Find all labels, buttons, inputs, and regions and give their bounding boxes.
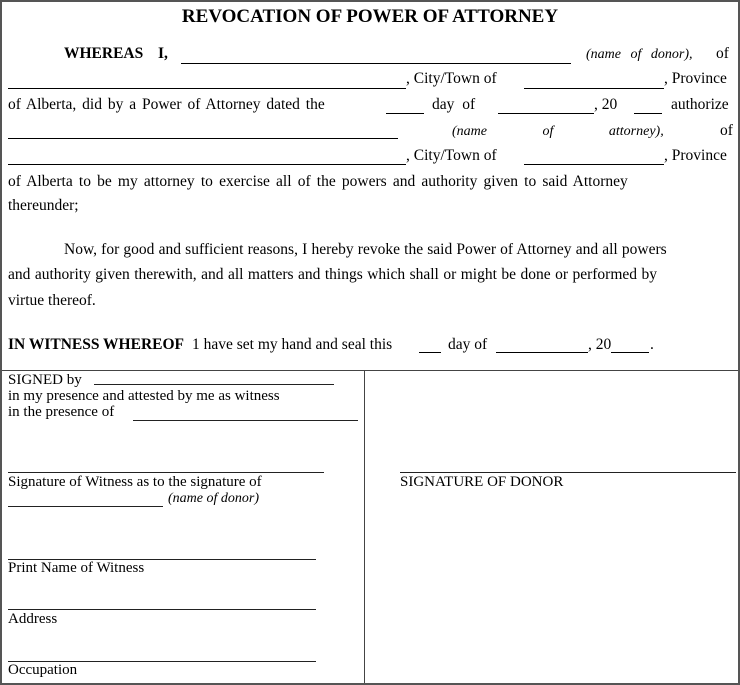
witness-signature-line[interactable] bbox=[8, 472, 324, 473]
authorize-label: authorize bbox=[671, 96, 729, 113]
witness-month-line[interactable] bbox=[496, 352, 588, 353]
signed-by-line[interactable] bbox=[94, 384, 334, 385]
witness-day-line[interactable] bbox=[419, 352, 441, 353]
i-label: I, bbox=[158, 45, 168, 62]
province-label: , Province bbox=[664, 70, 727, 87]
of-label-2: of bbox=[720, 122, 733, 139]
whereas-label: WHEREAS bbox=[64, 45, 144, 62]
donor-signature-line[interactable] bbox=[400, 472, 736, 473]
in-presence-of-line[interactable] bbox=[133, 420, 358, 421]
in-presence-of-label: in the presence of bbox=[8, 404, 115, 420]
poa-day-line[interactable] bbox=[386, 113, 424, 114]
donor-name-witness-line[interactable] bbox=[8, 506, 163, 507]
name-of-donor-small-label: (name of donor) bbox=[168, 491, 259, 506]
attorney-powers-text: of Alberta to be my attorney to exercise all of the powers and authority given to said Attorney bbox=[8, 173, 628, 190]
donor-address-line[interactable] bbox=[8, 88, 406, 89]
presence-attested-text: in my presence and attested by me as witness bbox=[8, 388, 280, 404]
signature-of-witness-label: Signature of Witness as to the signature of bbox=[8, 474, 262, 490]
witness-year-line[interactable] bbox=[611, 352, 649, 353]
name-of-attorney-text: (name of attorney), bbox=[452, 124, 664, 139]
poa-month-line[interactable] bbox=[498, 113, 594, 114]
attorney-address-line[interactable] bbox=[8, 164, 406, 165]
witness-text: 1 have set my hand and seal this bbox=[192, 336, 393, 353]
witness-year-prefix: , 20 bbox=[588, 336, 612, 353]
table-divider bbox=[364, 370, 365, 683]
province-label-2: , Province bbox=[664, 147, 727, 164]
in-witness-whereof-label: IN WITNESS WHEREOF bbox=[8, 336, 185, 353]
table-top-border bbox=[2, 370, 738, 371]
of-label: of bbox=[716, 45, 729, 62]
donor-city-line[interactable] bbox=[524, 88, 664, 89]
document-title: REVOCATION OF POWER OF ATTORNEY bbox=[181, 6, 559, 27]
attorney-city-line[interactable] bbox=[524, 164, 664, 165]
witness-period: . bbox=[650, 336, 654, 353]
thereunder-text: thereunder; bbox=[8, 197, 79, 214]
name-of-donor-label: (name of donor), bbox=[586, 47, 693, 62]
poa-year-line[interactable] bbox=[634, 113, 662, 114]
year-prefix-label: , 20 bbox=[594, 96, 618, 113]
witness-day-of-label: day of bbox=[448, 336, 488, 353]
donor-name-line[interactable] bbox=[181, 63, 571, 64]
signed-by-label: SIGNED by bbox=[8, 372, 82, 388]
revoke-text-line3: virtue thereof. bbox=[8, 292, 96, 309]
occupation-label: Occupation bbox=[8, 662, 78, 678]
city-town-label-2: , City/Town of bbox=[406, 147, 497, 164]
day-of-label: day of bbox=[432, 96, 476, 113]
address-line[interactable] bbox=[8, 609, 316, 610]
name-of-attorney-label bbox=[452, 124, 667, 140]
revoke-text-line2: and authority given therewith, and all matters and things which shall or might be done or performed by bbox=[8, 266, 657, 283]
attorney-name-line[interactable] bbox=[8, 138, 398, 139]
of-alberta-text: of Alberta, did by a Power of Attorney dated the bbox=[8, 96, 325, 113]
revoke-text-line1: Now, for good and sufficient reasons, I hereby revoke the said Power of Attorney and all powers bbox=[64, 241, 667, 258]
signature-of-donor-label: SIGNATURE OF DONOR bbox=[400, 474, 564, 490]
address-label: Address bbox=[8, 611, 58, 627]
print-name-label: Print Name of Witness bbox=[8, 560, 145, 576]
city-town-label: , City/Town of bbox=[406, 70, 497, 87]
